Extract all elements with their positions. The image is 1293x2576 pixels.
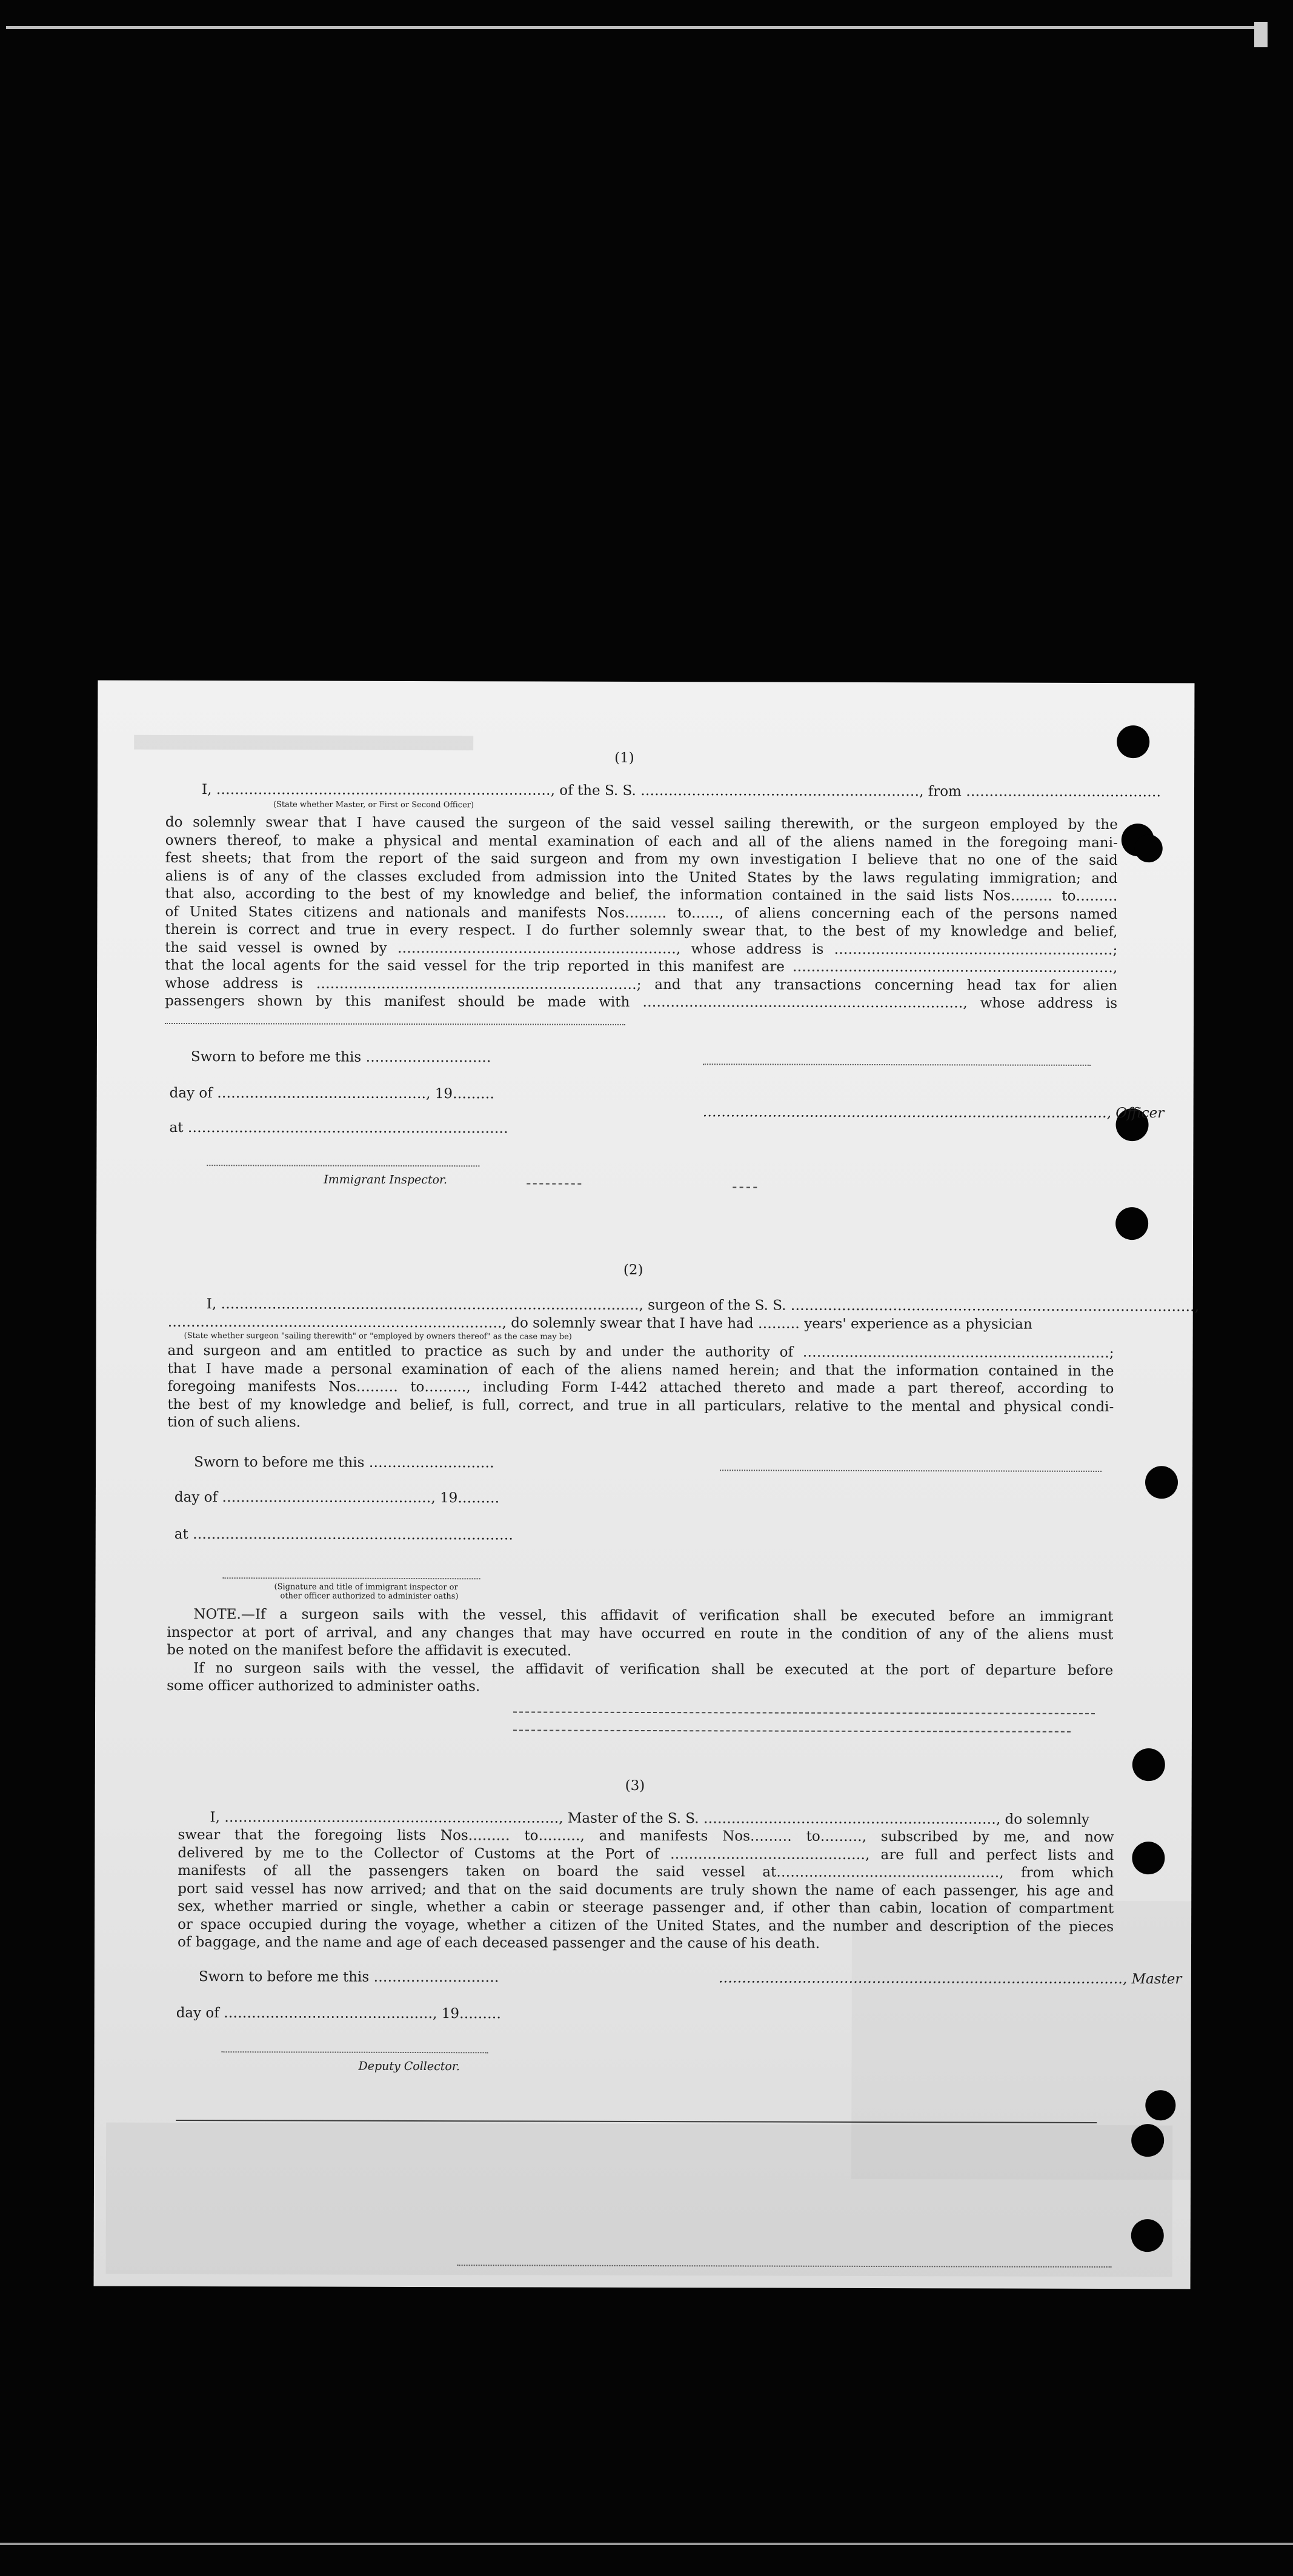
section-2-note-paragraph: [167, 1606, 1113, 1644]
section-3-oath-paragraph: [178, 1826, 1114, 1936]
oath-line: that I have made a personal examination of each of the aliens named herein; and that the information contained in the: [167, 1360, 1114, 1379]
section-1-inspector-line: [207, 1165, 479, 1167]
scanner-corner-mark: [1254, 22, 1268, 47]
oath-line: owners thereof, to make a physical and mental examination of each and all of the aliens named in the foregoing mani-: [165, 832, 1118, 851]
punch-hole: [1132, 1748, 1165, 1781]
section-1-opening: I, ………………………………………………………………, of the S. S. ……………………………………………………, from ……………………………………: [201, 782, 1162, 800]
oath-line: the said vessel is owned by ……………………………………………………, whose address is ……………………………………………………;: [165, 939, 1118, 958]
punch-hole: [1132, 1842, 1165, 1874]
stamp-dash: [527, 1183, 581, 1185]
oath-line: passengers shown by this manifest should be made with ……………………………………………………………, whose address is: [165, 993, 1118, 1012]
section-1-day: day of ………………………………………, 19………: [169, 1085, 495, 1102]
section-1-sworn: Sworn to before me this ………………………: [190, 1049, 491, 1066]
punch-hole: [1135, 834, 1163, 862]
stamp-dash: [513, 1729, 1071, 1733]
section-3-collector-line: [222, 2051, 488, 2053]
section-1-title-note: (State whether Master, or First or Second Officer): [273, 800, 474, 810]
bleed-through: [134, 735, 473, 750]
section-2-inspector-line: [223, 1577, 480, 1579]
oath-line: fest sheets; that from the report of the said surgeon and from my own investigation I believe that no one of the said: [165, 850, 1118, 869]
section-3-number: (3): [625, 1777, 645, 1794]
stamp-dash: [733, 1186, 757, 1189]
note-line: If no surgeon sails with the vessel, the affidavit of verification shall be executed at the port of departure before: [193, 1660, 1114, 1679]
section-2-signature-line: [720, 1469, 1102, 1472]
punch-hole: [1131, 2219, 1164, 2252]
section-2-opening: I, ………………………………………………………………………………, surgeon of the S. S. ……………………………………………………………………………,: [206, 1296, 1200, 1315]
section-2-signature-note: (Signature and title of immigrant inspector or: [274, 1582, 458, 1593]
oath-line: that the local agents for the said vessel for the trip reported in this manifest are ……………………………………………………………,: [165, 957, 1118, 976]
section-1-number: (1): [614, 750, 634, 766]
punch-hole: [1115, 1207, 1148, 1240]
section-1-at: at ……………………………………………………………: [169, 1119, 508, 1137]
oath-line: whose address is ……………………………………………………………; and that any transactions concerning head tax for alien: [165, 975, 1118, 994]
punch-hole: [1145, 1466, 1178, 1499]
section-2-sworn: Sworn to before me this ………………………: [194, 1454, 494, 1471]
punch-hole: [1145, 2090, 1175, 2120]
oath-line: or space occupied during the voyage, whether a citizen of the United States, and the number and description of the pieces: [178, 1916, 1114, 1935]
oath-line: delivered by me to the Collector of Customs at the Port of ……………………………………, are full and perfect lists and: [178, 1845, 1114, 1863]
section-1-continuation-line: [165, 1023, 625, 1025]
section-1-oath-paragraph: [165, 814, 1118, 1013]
section-3-master: ……………………………………………………………………………, Master: [718, 1970, 1182, 1988]
punch-hole: [1131, 2124, 1164, 2157]
section-3-collector-caption: Deputy Collector.: [358, 2059, 460, 2074]
section-2-day: day of ………………………………………, 19………: [174, 1489, 500, 1506]
oath-line: aliens is of any of the classes excluded from admission into the United States by the laws regulating immigration; and: [165, 868, 1118, 887]
oath-line: and surgeon and am entitled to practice as such by and under the authority of …………………………………………………………;: [167, 1342, 1114, 1362]
oath-line: foregoing manifests Nos……… to………, including Form I-442 attached thereto and made a part thereof, according to: [167, 1378, 1114, 1397]
stamp-dash: [513, 1711, 1095, 1716]
scanner-top-rule: [6, 26, 1254, 29]
oath-line: port said vessel has now arrived; and that on the said documents are truly shown the name of each passenger, his age and: [178, 1880, 1114, 1899]
section-2-at: at ……………………………………………………………: [174, 1526, 514, 1543]
section-3-opening: I, ………………………………………………………………, Master of the S. S. ………………………………………………………, do solemnly: [210, 1809, 1090, 1828]
section-2-number: (2): [623, 1262, 643, 1278]
note-line: inspector at port of arrival, and any changes that may have occurred en route in the condition of any of the aliens must: [167, 1624, 1114, 1643]
oath-line: swear that the foregoing lists Nos……… to………, and manifests Nos……… to………, subscribed by me, and now: [178, 1826, 1114, 1846]
oath-line: manifests of all the passengers taken on board the said vessel at…………………………………………, from which: [178, 1862, 1114, 1882]
section-1-signature-line: [703, 1063, 1091, 1066]
punch-hole: [1117, 725, 1149, 758]
section-1-officer: ……………………………………………………………………………, Officer: [702, 1104, 1165, 1122]
oath-line: do solemnly swear that I have caused the surgeon of the said vessel sailing therewith, or the surgeon employed by the: [165, 814, 1118, 833]
oath-line: therein is correct and true in every respect. I do further solemnly swear that, to the best of my knowledge and belief,: [165, 921, 1118, 940]
section-2-if-last: some officer authorized to administer oaths.: [167, 1677, 480, 1695]
section-1-inspector-caption: Immigrant Inspector.: [324, 1173, 448, 1187]
oath-line: of United States citizens and nationals and manifests Nos……… to……, of aliens concerning each of the persons named: [165, 904, 1118, 922]
section-2-line-2: ………………………………………………………………, do solemnly swear that I have had ……… years' experience as a physician: [167, 1314, 1032, 1333]
section-3-day: day of ………………………………………, 19………: [176, 2005, 502, 2022]
section-3-sworn: Sworn to before me this ………………………: [198, 1969, 499, 1986]
section-2-note-last: be noted on the manifest before the affidavit is executed.: [167, 1642, 572, 1659]
section-2-if-paragraph: [167, 1660, 1113, 1680]
bleed-through: [106, 2123, 1173, 2277]
oath-line: that also, according to the best of my knowledge and belief, the information contained in the said lists Nos……… to………: [165, 885, 1118, 905]
note-line: NOTE.—If a surgeon sails with the vessel, this affidavit of verification shall be executed before an immigrant: [193, 1606, 1114, 1625]
section-3-last-line: of baggage, and the name and age of each deceased passenger and the cause of his death.: [177, 1934, 820, 1952]
section-2-signature-note: other officer authorized to administer oaths): [280, 1591, 459, 1602]
section-2-surgeon-note: (State whether surgeon "sailing therewith" or "employed by owners thereof" as the case may be): [184, 1331, 572, 1342]
document-page: [94, 681, 1200, 2289]
scanner-bottom-rule: [0, 2543, 1293, 2545]
oath-line: the best of my knowledge and belief, is full, correct, and true in all particulars, relative to the mental and physical condi-: [167, 1396, 1114, 1415]
oath-line: sex, whether married or single, whether a cabin or steerage passenger and, if other than cabin, location of compartment: [178, 1898, 1114, 1917]
section-2-oath-paragraph: [167, 1342, 1114, 1416]
section-2-last-line: tion of such aliens.: [167, 1414, 301, 1431]
